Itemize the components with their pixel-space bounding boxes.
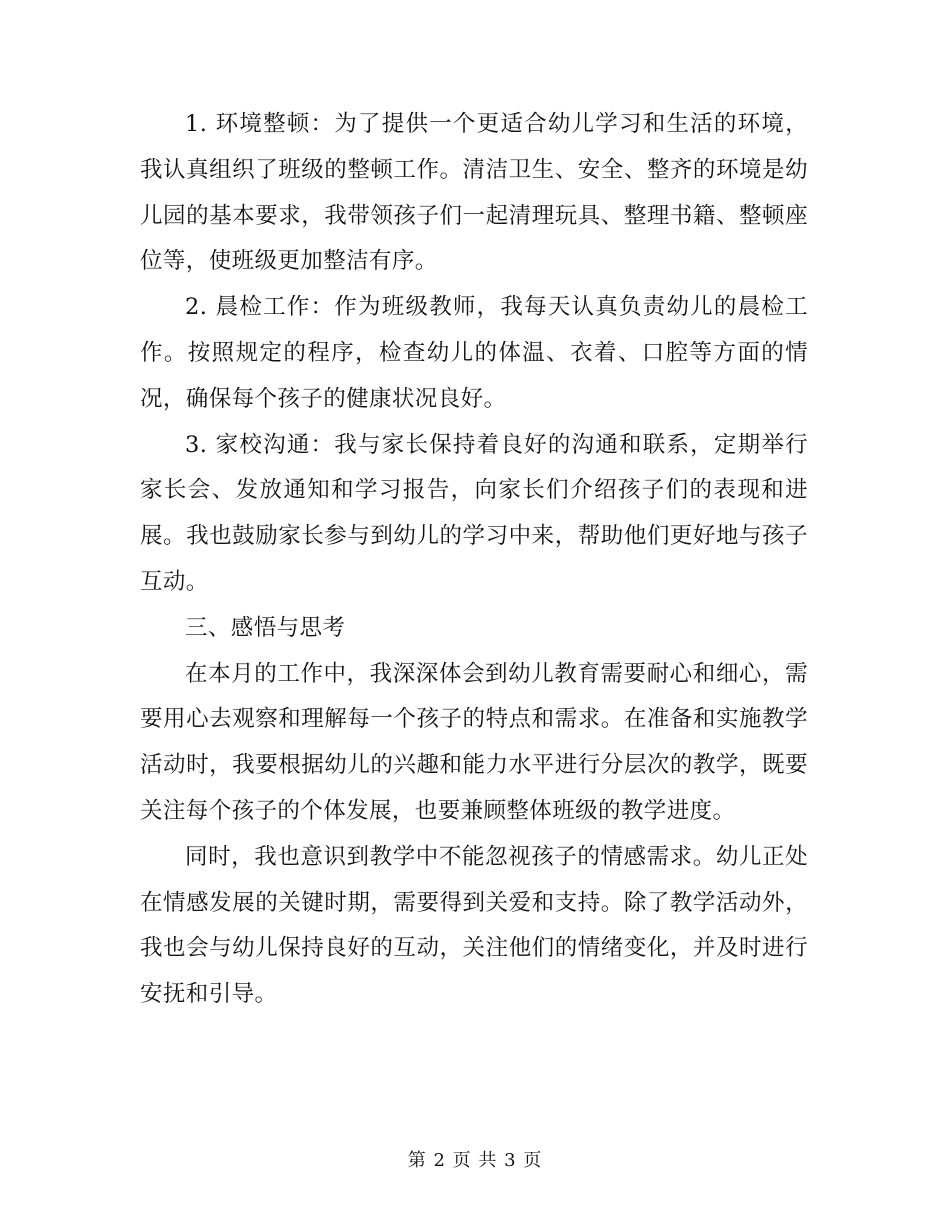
- paragraph-environment: 1. 环境整顿：为了提供一个更适合幼儿学习和生活的环境，我认真组织了班级的整顿工作。清洁卫生、安全、整齐的环境是幼儿园的基本要求，我带领孩子们一起清理玩具、整理书籍、整顿座位等，使班级更加整洁有序。: [140, 111, 808, 275]
- paragraph-morning-check: 2. 晨检工作：作为班级教师，我每天认真负责幼儿的晨检工作。按照规定的程序，检查幼儿的体温、衣着、口腔等方面的情况，确保每个孩子的健康状况良好。: [140, 294, 808, 412]
- page-number-footer: 第 2 页 共 3 页: [407, 1150, 543, 1171]
- paragraph-reflection-2: 同时，我也意识到教学中不能忽视孩子的情感需求。幼儿正处在情感发展的关键时期，需要得到关爱和支持。除了教学活动外，我也会与幼儿保持良好的互动，关注他们的情绪变化，并及时进行安抚和引导。: [140, 843, 808, 1008]
- document-body: [140, 102, 808, 1018]
- paragraph-reflection-1: 在本月的工作中，我深深体会到幼儿教育需要耐心和细心，需要用心去观察和理解每一个孩子的特点和需求。在准备和实施教学活动时，我要根据幼儿的兴趣和能力水平进行分层次的教学，既要关注每个孩子的个体发展，也要兼顾整体班级的教学进度。: [140, 660, 808, 824]
- section-heading-reflection: 三、感悟与思考: [185, 614, 346, 641]
- paragraph-home-school: 3. 家校沟通：我与家长保持着良好的沟通和联系，定期举行家长会、发放通知和学习报告，向家长们介绍孩子们的表现和进展。我也鼓励家长参与到幼儿的学习中来，帮助他们更好地与孩子互动。: [140, 431, 808, 595]
